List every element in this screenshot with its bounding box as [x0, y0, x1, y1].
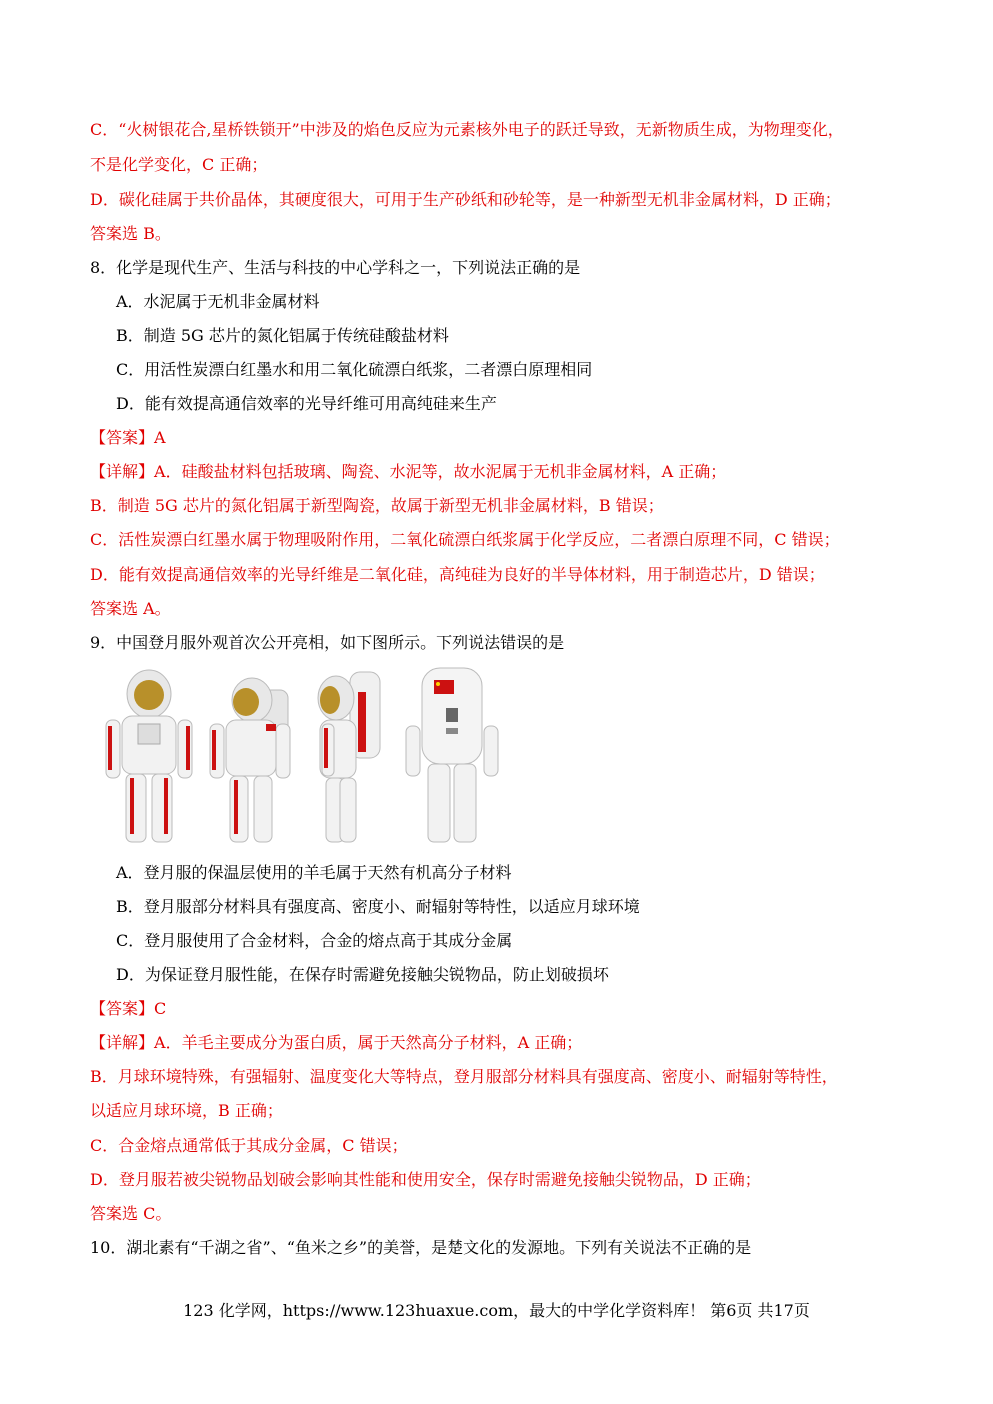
q9-detail-d: D．登月服若被尖锐物品划破会影响其性能和使用安全，保存时需避免接触尖锐物品，D 正确；: [90, 1170, 761, 1189]
q9-option-c: C．登月服使用了合金材料，合金的熔点高于其成分金属: [116, 931, 513, 950]
q8-detail-b: B．制造 5G 芯片的氮化铝属于新型陶瓷，故属于新型无机非金属材料，B 错误；: [90, 496, 664, 515]
q8-option-a: A．水泥属于无机非金属材料: [116, 292, 320, 311]
q7-option-c-explanation-line2: 不是化学变化，C 正确；: [90, 155, 268, 174]
q8-stem: 8．化学是现代生产、生活与科技的中心学科之一，下列说法正确的是: [90, 258, 581, 277]
q8-detail-c: C．活性炭漂白红墨水属于物理吸附作用，二氧化硫漂白纸浆属于化学反应，二者漂白原理不同，C 错误；: [90, 530, 840, 549]
q8-final-answer: 答案选 A。: [90, 599, 171, 618]
q8-detail-d: D．能有效提高通信效率的光导纤维是二氧化硅，高纯硅为良好的半导体材料，用于制造芯片，D 错误；: [90, 565, 825, 584]
spacesuit-angle-view: [210, 678, 290, 842]
q9-option-d: D．为保证登月服性能，在保存时需避免接触尖锐物品，防止划破损坏: [116, 965, 609, 984]
q8-option-d: D．能有效提高通信效率的光导纤维可用高纯硅来生产: [116, 394, 497, 413]
flag-icon: [434, 680, 454, 694]
spacesuit-back-view: [406, 668, 498, 842]
q10-stem: 10．湖北素有“千湖之省”、“鱼米之乡”的美誉，是楚文化的发源地。下列有关说法不正确的是: [90, 1238, 752, 1257]
detail-label: 【详解】: [90, 462, 155, 481]
q8-answer: [90, 427, 166, 449]
spacesuit-side-view: [318, 672, 380, 842]
q9-option-a: A．登月服的保温层使用的羊毛属于天然有机高分子材料: [116, 863, 512, 882]
q7-option-c-explanation-line1: C．“火树银花合,星桥铁锁开”中涉及的焰色反应为元素核外电子的跃迁导致，无新物质生成，为物理变化，: [90, 120, 844, 139]
spacesuit-figure: [94, 662, 514, 852]
q7-option-d-explanation: D．碳化硅属于共价晶体，其硬度很大，可用于生产砂纸和砂轮等，是一种新型无机非金属材料，D 正确；: [90, 190, 841, 209]
q9-detail-a: 【详解】A．羊毛主要成分为蛋白质，属于天然高分子材料，A 正确；: [90, 1033, 583, 1052]
q8-option-b: B．制造 5G 芯片的氮化铝属于传统硅酸盐材料: [116, 326, 449, 345]
answer-label: 【答案】: [90, 428, 155, 447]
q8-option-c: C．用活性炭漂白红墨水和用二氧化硫漂白纸浆，二者漂白原理相同: [116, 360, 593, 379]
q9-detail-b-line2: 以适应月球环境，B 正确；: [90, 1101, 283, 1120]
spacesuit-front-view: [106, 670, 192, 842]
q9-stem: 9．中国登月服外观首次公开亮相，如下图所示。下列说法错误的是: [90, 633, 565, 652]
detail-label: 【详解】: [90, 1033, 155, 1052]
answer-value: A: [154, 428, 166, 447]
q9-answer: [90, 998, 166, 1020]
page-footer: 123 化学网，https://www.123huaxue.com，最大的中学化学资料库！ 第6页 共17页: [183, 1301, 810, 1320]
q9-final-answer: 答案选 C。: [90, 1204, 172, 1223]
q9-detail-c: C．合金熔点通常低于其成分金属，C 错误；: [90, 1136, 408, 1155]
q9-detail-b-line1: B．月球环境特殊，有强辐射、温度变化大等特点，登月服部分材料具有强度高、密度小、耐辐射等特性，: [90, 1067, 838, 1086]
answer-label: 【答案】: [90, 999, 155, 1018]
q9-option-b: B．登月服部分材料具有强度高、密度小、耐辐射等特性，以适应月球环境: [116, 897, 640, 916]
answer-value: C: [154, 999, 167, 1018]
q8-detail-a: 【详解】A．硅酸盐材料包括玻璃、陶瓷、水泥等，故水泥属于无机非金属材料，A 正确；: [90, 462, 727, 481]
q7-final-answer: 答案选 B。: [90, 224, 171, 243]
